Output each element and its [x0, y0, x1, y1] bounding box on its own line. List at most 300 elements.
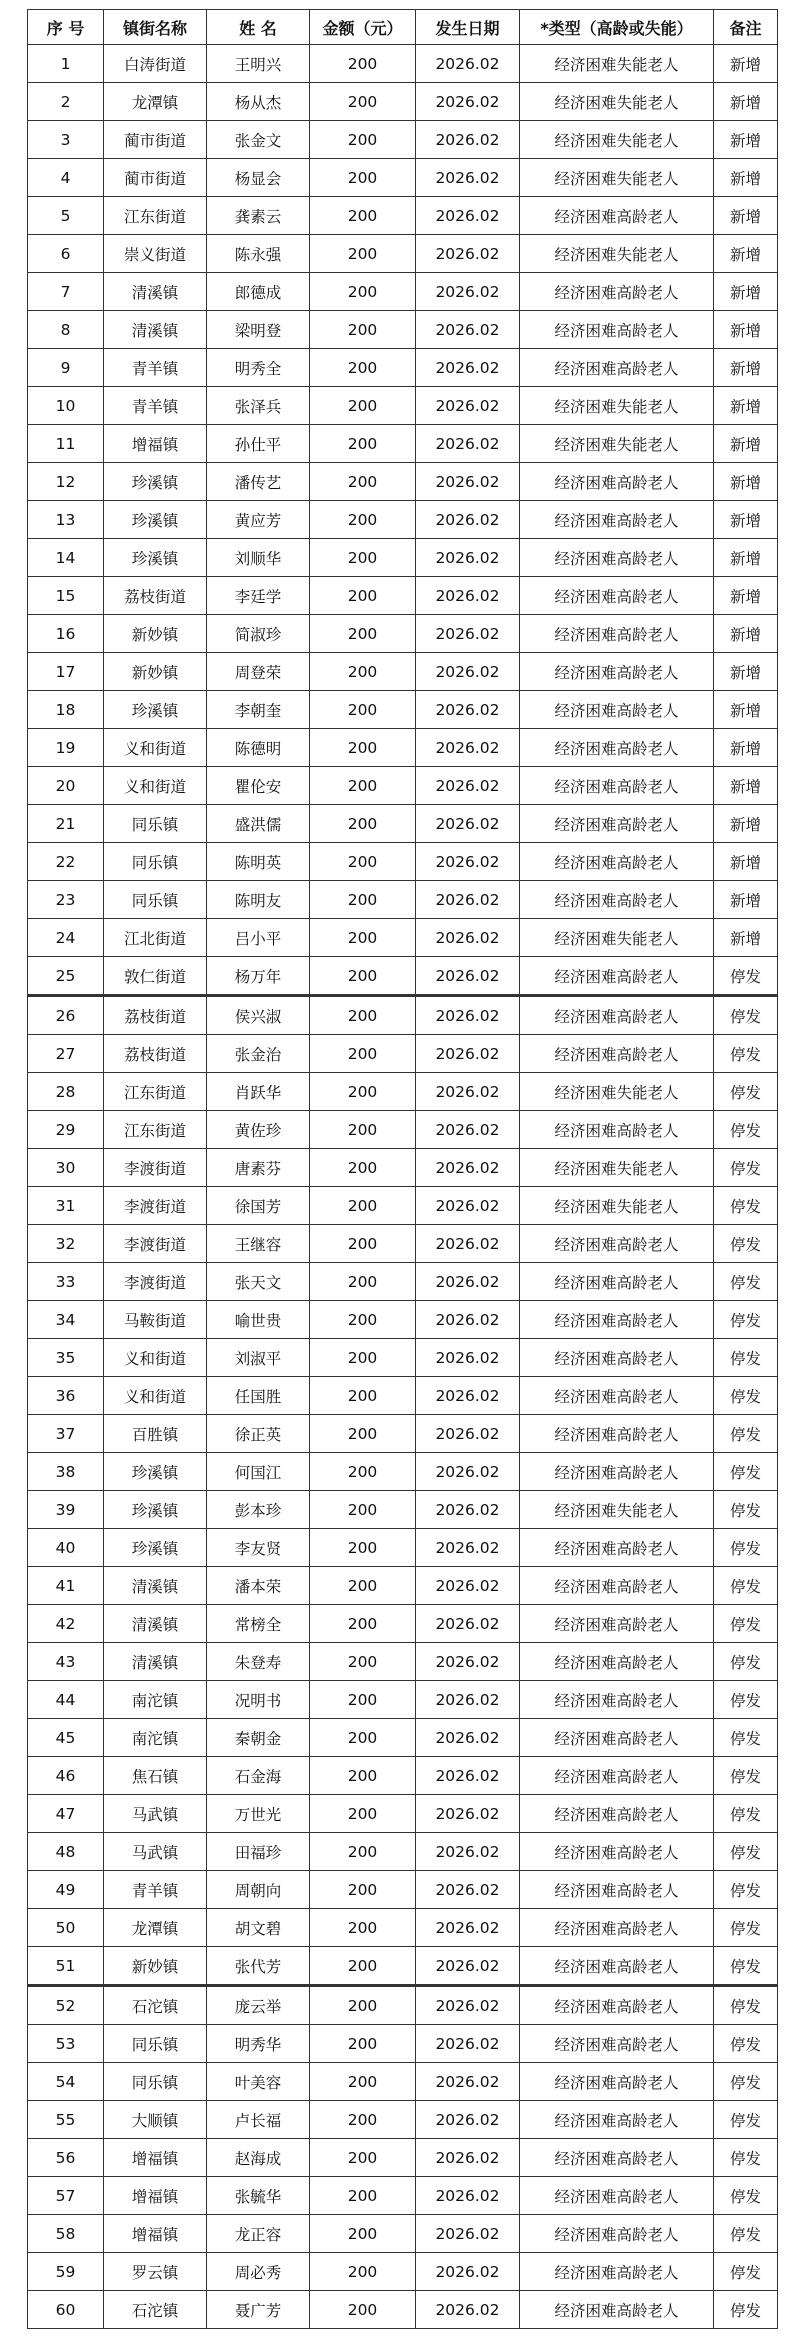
cell-index: 33 [28, 1263, 104, 1301]
cell-type: 经济困难失能老人 [520, 235, 714, 273]
cell-amount: 200 [310, 1757, 416, 1795]
cell-name: 梁明登 [207, 311, 310, 349]
table-row [28, 1567, 778, 1605]
cell-amount: 200 [310, 2215, 416, 2253]
cell-name: 胡文碧 [207, 1909, 310, 1947]
cell-index: 50 [28, 1909, 104, 1947]
cell-name: 盛洪儒 [207, 805, 310, 843]
cell-amount: 200 [310, 805, 416, 843]
cell-amount: 200 [310, 843, 416, 881]
cell-date: 2026.02 [416, 1947, 520, 1986]
cell-date: 2026.02 [416, 1871, 520, 1909]
cell-amount: 200 [310, 45, 416, 83]
cell-date: 2026.02 [416, 1833, 520, 1871]
cell-type: 经济困难高龄老人 [520, 2063, 714, 2101]
cell-type: 经济困难高龄老人 [520, 1453, 714, 1491]
cell-date: 2026.02 [416, 2177, 520, 2215]
cell-remark: 新增 [714, 805, 778, 843]
table-row [28, 1377, 778, 1415]
table-row [28, 2215, 778, 2253]
cell-date: 2026.02 [416, 2025, 520, 2063]
cell-name: 张金治 [207, 1035, 310, 1073]
cell-index: 16 [28, 615, 104, 653]
cell-index: 41 [28, 1567, 104, 1605]
cell-date: 2026.02 [416, 2139, 520, 2177]
cell-town: 清溪镇 [104, 1567, 207, 1605]
cell-index: 5 [28, 197, 104, 235]
cell-type: 经济困难失能老人 [520, 1187, 714, 1225]
cell-amount: 200 [310, 1491, 416, 1529]
cell-index: 8 [28, 311, 104, 349]
cell-type: 经济困难高龄老人 [520, 767, 714, 805]
table-row [28, 1529, 778, 1567]
table-row [28, 1719, 778, 1757]
cell-town: 青羊镇 [104, 349, 207, 387]
cell-index: 35 [28, 1339, 104, 1377]
cell-type: 经济困难高龄老人 [520, 1719, 714, 1757]
document-page [27, 9, 777, 2329]
cell-amount: 200 [310, 463, 416, 501]
cell-remark: 新增 [714, 83, 778, 121]
cell-type: 经济困难高龄老人 [520, 1871, 714, 1909]
subsidy-table [27, 9, 778, 2329]
cell-amount: 200 [310, 996, 416, 1035]
cell-type: 经济困难失能老人 [520, 425, 714, 463]
cell-remark: 停发 [714, 2025, 778, 2063]
cell-name: 陈明友 [207, 881, 310, 919]
cell-remark: 停发 [714, 2253, 778, 2291]
cell-index: 29 [28, 1111, 104, 1149]
table-row [28, 1757, 778, 1795]
cell-town: 同乐镇 [104, 805, 207, 843]
cell-date: 2026.02 [416, 729, 520, 767]
cell-amount: 200 [310, 539, 416, 577]
cell-date: 2026.02 [416, 159, 520, 197]
table-row [28, 2063, 778, 2101]
cell-date: 2026.02 [416, 1187, 520, 1225]
table-row [28, 1909, 778, 1947]
cell-amount: 200 [310, 1225, 416, 1263]
cell-town: 江东街道 [104, 1073, 207, 1111]
cell-remark: 停发 [714, 1567, 778, 1605]
cell-town: 江东街道 [104, 1111, 207, 1149]
cell-amount: 200 [310, 273, 416, 311]
cell-amount: 200 [310, 729, 416, 767]
cell-name: 彭本珍 [207, 1491, 310, 1529]
cell-index: 36 [28, 1377, 104, 1415]
cell-remark: 新增 [714, 577, 778, 615]
cell-town: 增福镇 [104, 2177, 207, 2215]
cell-date: 2026.02 [416, 1339, 520, 1377]
cell-remark: 停发 [714, 1871, 778, 1909]
cell-town: 珍溪镇 [104, 1529, 207, 1567]
cell-remark: 停发 [714, 1757, 778, 1795]
table-row [28, 1415, 778, 1453]
cell-index: 11 [28, 425, 104, 463]
cell-town: 清溪镇 [104, 1643, 207, 1681]
cell-town: 珍溪镇 [104, 463, 207, 501]
cell-index: 18 [28, 691, 104, 729]
cell-index: 59 [28, 2253, 104, 2291]
cell-date: 2026.02 [416, 1719, 520, 1757]
cell-remark: 新增 [714, 843, 778, 881]
cell-town: 义和街道 [104, 1339, 207, 1377]
cell-index: 4 [28, 159, 104, 197]
cell-town: 龙潭镇 [104, 1909, 207, 1947]
cell-name: 石金海 [207, 1757, 310, 1795]
cell-date: 2026.02 [416, 349, 520, 387]
table-body [28, 45, 778, 2329]
cell-type: 经济困难高龄老人 [520, 691, 714, 729]
cell-town: 新妙镇 [104, 653, 207, 691]
cell-date: 2026.02 [416, 653, 520, 691]
cell-name: 杨万年 [207, 957, 310, 996]
cell-town: 江东街道 [104, 197, 207, 235]
cell-town: 焦石镇 [104, 1757, 207, 1795]
cell-index: 60 [28, 2291, 104, 2329]
table-row [28, 1035, 778, 1073]
table-row [28, 653, 778, 691]
cell-index: 23 [28, 881, 104, 919]
cell-remark: 新增 [714, 653, 778, 691]
cell-town: 珍溪镇 [104, 1453, 207, 1491]
cell-town: 珍溪镇 [104, 539, 207, 577]
cell-name: 郎德成 [207, 273, 310, 311]
table-row [28, 2025, 778, 2063]
cell-index: 57 [28, 2177, 104, 2215]
cell-amount: 200 [310, 197, 416, 235]
cell-date: 2026.02 [416, 1605, 520, 1643]
cell-town: 珍溪镇 [104, 691, 207, 729]
cell-amount: 200 [310, 957, 416, 996]
cell-index: 43 [28, 1643, 104, 1681]
cell-name: 唐素芬 [207, 1149, 310, 1187]
cell-type: 经济困难高龄老人 [520, 539, 714, 577]
cell-amount: 200 [310, 767, 416, 805]
cell-date: 2026.02 [416, 425, 520, 463]
table-row [28, 615, 778, 653]
cell-index: 32 [28, 1225, 104, 1263]
cell-name: 龙正容 [207, 2215, 310, 2253]
table-row [28, 1263, 778, 1301]
cell-town: 崇义街道 [104, 235, 207, 273]
cell-remark: 停发 [714, 2063, 778, 2101]
cell-type: 经济困难高龄老人 [520, 501, 714, 539]
cell-amount: 200 [310, 1301, 416, 1339]
cell-town: 新妙镇 [104, 615, 207, 653]
cell-remark: 停发 [714, 1491, 778, 1529]
cell-remark: 停发 [714, 1909, 778, 1947]
cell-town: 增福镇 [104, 425, 207, 463]
cell-date: 2026.02 [416, 615, 520, 653]
cell-remark: 新增 [714, 425, 778, 463]
cell-name: 周登荣 [207, 653, 310, 691]
cell-remark: 停发 [714, 1643, 778, 1681]
cell-amount: 200 [310, 159, 416, 197]
cell-type: 经济困难高龄老人 [520, 881, 714, 919]
cell-remark: 停发 [714, 1187, 778, 1225]
cell-amount: 200 [310, 615, 416, 653]
cell-date: 2026.02 [416, 1453, 520, 1491]
cell-town: 同乐镇 [104, 881, 207, 919]
cell-amount: 200 [310, 425, 416, 463]
cell-name: 徐国芳 [207, 1187, 310, 1225]
cell-town: 蔺市街道 [104, 159, 207, 197]
table-row [28, 1947, 778, 1986]
cell-remark: 停发 [714, 1605, 778, 1643]
table-row [28, 957, 778, 996]
header-town: 镇街名称 [104, 10, 207, 45]
cell-index: 31 [28, 1187, 104, 1225]
cell-type: 经济困难高龄老人 [520, 273, 714, 311]
cell-remark: 新增 [714, 45, 778, 83]
cell-amount: 200 [310, 1909, 416, 1947]
cell-date: 2026.02 [416, 1681, 520, 1719]
cell-date: 2026.02 [416, 1643, 520, 1681]
header-name: 姓 名 [207, 10, 310, 45]
cell-date: 2026.02 [416, 1757, 520, 1795]
cell-date: 2026.02 [416, 2101, 520, 2139]
cell-index: 38 [28, 1453, 104, 1491]
cell-index: 56 [28, 2139, 104, 2177]
cell-remark: 新增 [714, 881, 778, 919]
cell-date: 2026.02 [416, 2253, 520, 2291]
cell-town: 李渡街道 [104, 1225, 207, 1263]
table-row [28, 1301, 778, 1339]
cell-index: 17 [28, 653, 104, 691]
cell-name: 张毓华 [207, 2177, 310, 2215]
cell-type: 经济困难高龄老人 [520, 843, 714, 881]
cell-index: 14 [28, 539, 104, 577]
cell-date: 2026.02 [416, 767, 520, 805]
cell-index: 3 [28, 121, 104, 159]
table-row [28, 881, 778, 919]
cell-name: 明秀华 [207, 2025, 310, 2063]
cell-index: 27 [28, 1035, 104, 1073]
cell-date: 2026.02 [416, 1225, 520, 1263]
table-row [28, 1149, 778, 1187]
cell-town: 马武镇 [104, 1833, 207, 1871]
cell-index: 26 [28, 996, 104, 1035]
cell-town: 青羊镇 [104, 1871, 207, 1909]
cell-town: 马鞍街道 [104, 1301, 207, 1339]
cell-index: 20 [28, 767, 104, 805]
cell-amount: 200 [310, 1719, 416, 1757]
cell-type: 经济困难高龄老人 [520, 1529, 714, 1567]
cell-type: 经济困难高龄老人 [520, 1605, 714, 1643]
cell-index: 1 [28, 45, 104, 83]
cell-amount: 200 [310, 2253, 416, 2291]
cell-amount: 200 [310, 121, 416, 159]
cell-name: 庞云举 [207, 1986, 310, 2025]
cell-town: 荔枝街道 [104, 577, 207, 615]
cell-type: 经济困难失能老人 [520, 1149, 714, 1187]
cell-index: 47 [28, 1795, 104, 1833]
cell-name: 陈德明 [207, 729, 310, 767]
cell-index: 58 [28, 2215, 104, 2253]
cell-type: 经济困难失能老人 [520, 83, 714, 121]
cell-type: 经济困难高龄老人 [520, 729, 714, 767]
cell-type: 经济困难高龄老人 [520, 1567, 714, 1605]
table-row [28, 1111, 778, 1149]
cell-amount: 200 [310, 577, 416, 615]
cell-town: 蔺市街道 [104, 121, 207, 159]
cell-type: 经济困难高龄老人 [520, 1681, 714, 1719]
cell-type: 经济困难高龄老人 [520, 1643, 714, 1681]
cell-town: 荔枝街道 [104, 1035, 207, 1073]
cell-index: 12 [28, 463, 104, 501]
cell-remark: 新增 [714, 615, 778, 653]
cell-name: 任国胜 [207, 1377, 310, 1415]
header-index: 序 号 [28, 10, 104, 45]
cell-name: 杨从杰 [207, 83, 310, 121]
cell-type: 经济困难高龄老人 [520, 1301, 714, 1339]
cell-amount: 200 [310, 2291, 416, 2329]
cell-date: 2026.02 [416, 2291, 520, 2329]
cell-name: 周必秀 [207, 2253, 310, 2291]
cell-town: 青羊镇 [104, 387, 207, 425]
cell-type: 经济困难失能老人 [520, 1491, 714, 1529]
cell-type: 经济困难失能老人 [520, 121, 714, 159]
table-row [28, 197, 778, 235]
cell-type: 经济困难高龄老人 [520, 1339, 714, 1377]
cell-amount: 200 [310, 2139, 416, 2177]
cell-index: 13 [28, 501, 104, 539]
cell-type: 经济困难高龄老人 [520, 1909, 714, 1947]
cell-index: 44 [28, 1681, 104, 1719]
table-row [28, 2139, 778, 2177]
cell-index: 45 [28, 1719, 104, 1757]
cell-amount: 200 [310, 919, 416, 957]
table-row [28, 996, 778, 1035]
cell-town: 同乐镇 [104, 2025, 207, 2063]
cell-remark: 停发 [714, 1795, 778, 1833]
cell-amount: 200 [310, 1795, 416, 1833]
cell-name: 周朝向 [207, 1871, 310, 1909]
cell-name: 刘顺华 [207, 539, 310, 577]
cell-name: 叶美容 [207, 2063, 310, 2101]
cell-name: 卢长福 [207, 2101, 310, 2139]
cell-name: 潘本荣 [207, 1567, 310, 1605]
cell-date: 2026.02 [416, 311, 520, 349]
table-row [28, 1453, 778, 1491]
cell-town: 义和街道 [104, 1377, 207, 1415]
cell-remark: 新增 [714, 767, 778, 805]
cell-type: 经济困难失能老人 [520, 159, 714, 197]
cell-name: 黄应芳 [207, 501, 310, 539]
cell-name: 李廷学 [207, 577, 310, 615]
cell-type: 经济困难高龄老人 [520, 1225, 714, 1263]
table-row [28, 159, 778, 197]
cell-index: 37 [28, 1415, 104, 1453]
cell-type: 经济困难高龄老人 [520, 349, 714, 387]
cell-name: 况明书 [207, 1681, 310, 1719]
cell-amount: 200 [310, 2063, 416, 2101]
cell-date: 2026.02 [416, 1909, 520, 1947]
cell-town: 马武镇 [104, 1795, 207, 1833]
table-row [28, 1681, 778, 1719]
table-row [28, 919, 778, 957]
cell-amount: 200 [310, 653, 416, 691]
cell-town: 荔枝街道 [104, 996, 207, 1035]
header-amount: 金额（元） [310, 10, 416, 45]
cell-name: 徐正英 [207, 1415, 310, 1453]
cell-date: 2026.02 [416, 2063, 520, 2101]
cell-remark: 停发 [714, 1377, 778, 1415]
cell-index: 21 [28, 805, 104, 843]
cell-type: 经济困难高龄老人 [520, 2291, 714, 2329]
table-row [28, 2101, 778, 2139]
cell-remark: 新增 [714, 729, 778, 767]
cell-index: 52 [28, 1986, 104, 2025]
cell-name: 简淑珍 [207, 615, 310, 653]
header-date: 发生日期 [416, 10, 520, 45]
cell-amount: 200 [310, 1643, 416, 1681]
cell-town: 增福镇 [104, 2215, 207, 2253]
header-remark: 备注 [714, 10, 778, 45]
table-row [28, 1339, 778, 1377]
cell-amount: 200 [310, 501, 416, 539]
cell-index: 48 [28, 1833, 104, 1871]
table-row [28, 273, 778, 311]
cell-remark: 停发 [714, 1339, 778, 1377]
cell-index: 6 [28, 235, 104, 273]
cell-name: 刘淑平 [207, 1339, 310, 1377]
cell-remark: 新增 [714, 159, 778, 197]
cell-index: 42 [28, 1605, 104, 1643]
cell-town: 白涛街道 [104, 45, 207, 83]
cell-amount: 200 [310, 1871, 416, 1909]
cell-town: 珍溪镇 [104, 1491, 207, 1529]
cell-remark: 新增 [714, 349, 778, 387]
cell-remark: 新增 [714, 197, 778, 235]
cell-index: 24 [28, 919, 104, 957]
table-row [28, 691, 778, 729]
cell-type: 经济困难高龄老人 [520, 615, 714, 653]
cell-remark: 新增 [714, 691, 778, 729]
table-row [28, 577, 778, 615]
cell-name: 龚素云 [207, 197, 310, 235]
cell-index: 25 [28, 957, 104, 996]
cell-type: 经济困难高龄老人 [520, 1111, 714, 1149]
cell-amount: 200 [310, 881, 416, 919]
cell-type: 经济困难高龄老人 [520, 2253, 714, 2291]
table-row [28, 501, 778, 539]
cell-type: 经济困难高龄老人 [520, 1986, 714, 2025]
cell-date: 2026.02 [416, 1567, 520, 1605]
cell-date: 2026.02 [416, 1111, 520, 1149]
cell-remark: 停发 [714, 1263, 778, 1301]
cell-name: 肖跃华 [207, 1073, 310, 1111]
cell-index: 46 [28, 1757, 104, 1795]
cell-type: 经济困难失能老人 [520, 387, 714, 425]
cell-date: 2026.02 [416, 273, 520, 311]
cell-index: 28 [28, 1073, 104, 1111]
cell-remark: 停发 [714, 1415, 778, 1453]
cell-amount: 200 [310, 1339, 416, 1377]
cell-town: 敦仁街道 [104, 957, 207, 996]
cell-type: 经济困难高龄老人 [520, 1263, 714, 1301]
cell-remark: 新增 [714, 501, 778, 539]
cell-amount: 200 [310, 1986, 416, 2025]
cell-amount: 200 [310, 311, 416, 349]
table-row [28, 1187, 778, 1225]
cell-index: 55 [28, 2101, 104, 2139]
cell-amount: 200 [310, 1453, 416, 1491]
table-row [28, 463, 778, 501]
table-row [28, 539, 778, 577]
cell-date: 2026.02 [416, 1795, 520, 1833]
